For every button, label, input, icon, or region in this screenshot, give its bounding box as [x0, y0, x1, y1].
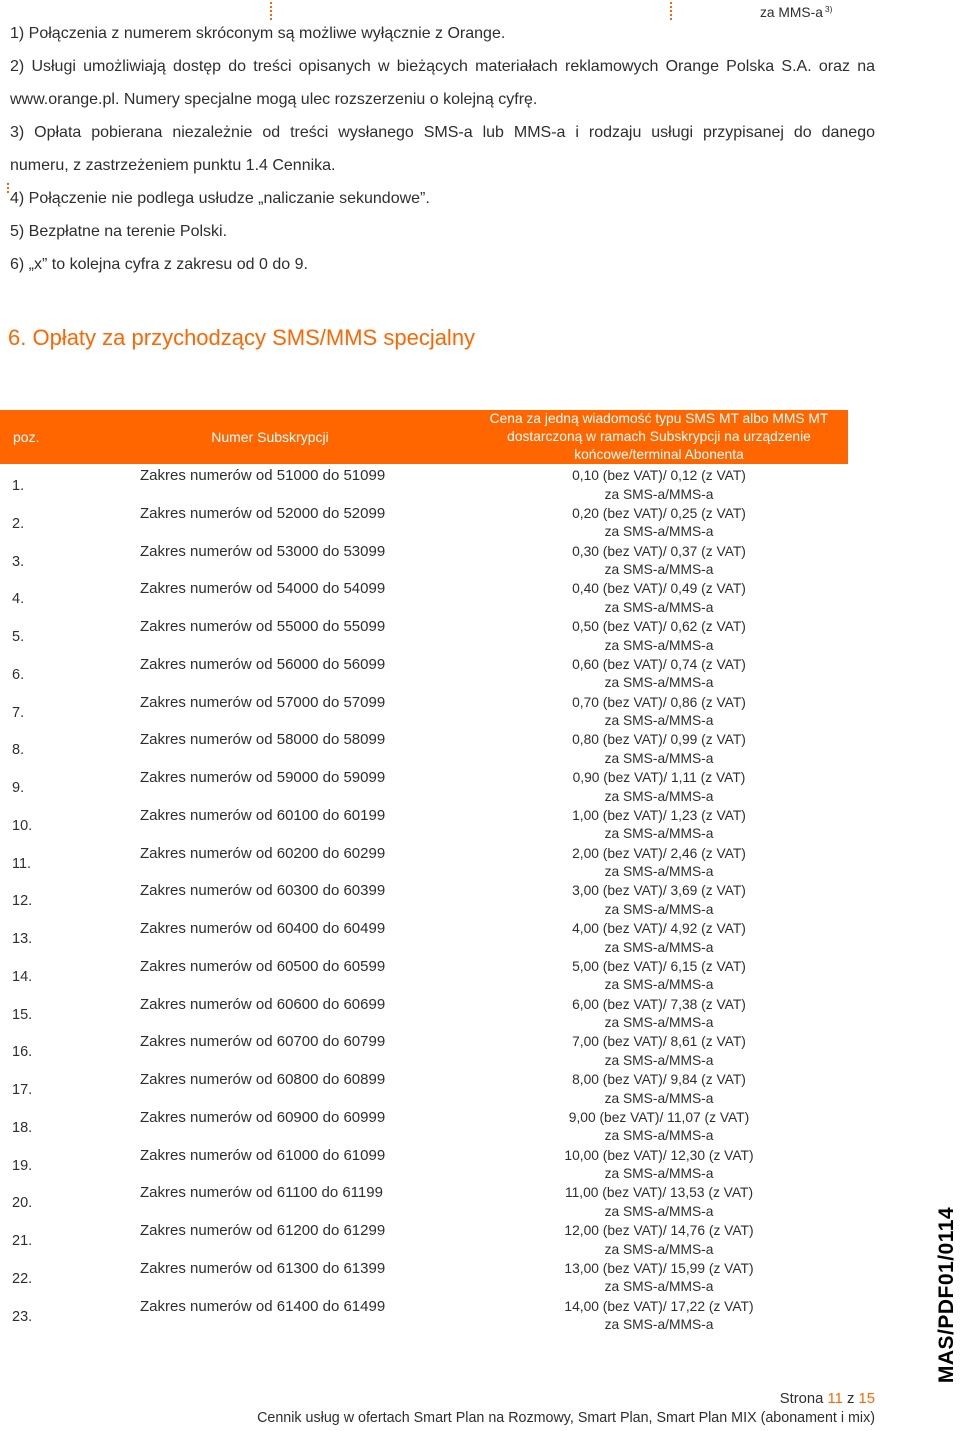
price-value: 12,00 (bez VAT)/ 14,76 (z VAT) — [564, 1223, 754, 1238]
number-range: Zakres numerów od 60300 do 60399 — [140, 882, 386, 900]
table-row — [0, 769, 848, 807]
table-row — [0, 1298, 848, 1336]
table-row — [0, 1260, 848, 1298]
table-row — [0, 467, 848, 505]
table-row — [0, 996, 848, 1034]
price-unit: za SMS-a/MMS-a — [604, 788, 714, 804]
price-value: 0,10 (bez VAT)/ 0,12 (z VAT) — [572, 468, 746, 483]
row-position: 22. — [12, 1270, 33, 1287]
document-title: Cennik usług w ofertach Smart Plan na Rozmowy, Smart Plan, Smart Plan MIX (abonament i mix) — [257, 1410, 875, 1426]
table-row — [0, 1222, 848, 1260]
row-position: 9. — [12, 780, 25, 796]
table-row — [0, 1033, 848, 1071]
total-pages: 15 — [858, 1391, 875, 1407]
number-range: Zakres numerów od 61000 do 61099 — [140, 1146, 386, 1164]
row-position: 6. — [12, 666, 25, 683]
row-position: 3. — [12, 553, 25, 570]
border-mark — [7, 183, 9, 193]
footnote-2-continued: www.orange.pl. Numery specjalne mogą ulec rozszerzeniu o kolejną cyfrę. — [10, 91, 538, 108]
row-position: 19. — [12, 1157, 33, 1174]
price-value: 13,00 (bez VAT)/ 15,99 (z VAT) — [564, 1260, 754, 1276]
price-unit: za SMS-a/MMS-a — [604, 713, 714, 728]
row-position: 1. — [12, 478, 25, 494]
table-row — [0, 1184, 848, 1222]
price-value: 14,00 (bez VAT)/ 17,22 (z VAT) — [564, 1298, 754, 1314]
header-price-line: końcowe/terminal Abonenta — [574, 447, 744, 462]
table-row — [0, 807, 848, 845]
row-position: 14. — [12, 968, 33, 985]
price-unit: za SMS-a/MMS-a — [604, 1279, 714, 1295]
fragment-text: za MMS-a — [760, 5, 823, 20]
price-unit: za SMS-a/MMS-a — [604, 637, 714, 653]
table-row — [0, 543, 848, 581]
current-page: 11 — [827, 1391, 843, 1407]
row-position: 4. — [12, 591, 25, 608]
number-range: Zakres numerów od 59000 do 59099 — [140, 769, 386, 786]
price-value: 11,00 (bez VAT)/ 13,53 (z VAT) — [564, 1185, 754, 1201]
header-position: poz. — [13, 429, 40, 445]
table-row — [0, 1147, 848, 1185]
row-position: 20. — [12, 1195, 33, 1212]
price-unit: za SMS-a/MMS-a — [604, 750, 714, 766]
footnote-4: 4) Połączenie nie podlega usłudze „naliczanie sekundowe”. — [10, 190, 430, 207]
number-range: Zakres numerów od 58000 do 58099 — [140, 731, 386, 749]
footnotes — [10, 17, 875, 281]
header-price-line: dostarczoną w ramach Subskrypcji na urządzenie — [507, 429, 811, 444]
table-row — [0, 882, 848, 920]
price-unit: za SMS-a/MMS-a — [604, 675, 714, 691]
price-value: 0,20 (bez VAT)/ 0,25 (z VAT) — [572, 505, 746, 521]
row-position: 10. — [12, 817, 33, 834]
price-value: 5,00 (bez VAT)/ 6,15 (z VAT) — [572, 958, 746, 974]
price-unit: za SMS-a/MMS-a — [604, 1128, 714, 1144]
number-range: Zakres numerów od 61400 do 61499 — [140, 1297, 386, 1315]
number-range: Zakres numerów od 55000 do 55099 — [140, 618, 386, 635]
table-row — [0, 920, 848, 958]
page-number — [0, 1390, 875, 1409]
price-value: 1,00 (bez VAT)/ 1,23 (z VAT) — [572, 807, 746, 823]
table-row — [0, 694, 848, 732]
header-price — [470, 410, 848, 464]
footnote-5: 5) Bezpłatne na terenie Polski. — [10, 223, 228, 240]
number-range: Zakres numerów od 60900 do 60999 — [140, 1108, 386, 1126]
price-value: 0,80 (bez VAT)/ 0,99 (z VAT) — [572, 732, 746, 748]
price-value: 0,70 (bez VAT)/ 0,86 (z VAT) — [572, 694, 746, 710]
row-position: 21. — [12, 1233, 33, 1249]
row-position: 12. — [12, 893, 33, 910]
price-value: 6,00 (bez VAT)/ 7,38 (z VAT) — [572, 996, 746, 1012]
price-unit: za SMS-a/MMS-a — [604, 864, 714, 879]
number-range: Zakres numerów od 61200 do 61299 — [140, 1222, 386, 1239]
price-unit: za SMS-a/MMS-a — [604, 1166, 714, 1181]
price-unit: za SMS-a/MMS-a — [604, 1052, 714, 1068]
number-range: Zakres numerów od 60600 do 60699 — [140, 995, 386, 1013]
price-unit: za SMS-a/MMS-a — [604, 1015, 714, 1030]
price-unit: za SMS-a/MMS-a — [604, 1203, 714, 1219]
price-value: 0,90 (bez VAT)/ 1,11 (z VAT) — [572, 770, 746, 785]
price-unit: za SMS-a/MMS-a — [604, 599, 714, 615]
price-value: 0,60 (bez VAT)/ 0,74 (z VAT) — [572, 656, 746, 672]
price-value: 4,00 (bez VAT)/ 4,92 (z VAT) — [572, 921, 746, 936]
row-position: 13. — [12, 931, 33, 947]
footnote-2: 2) Usługi umożliwiają dostęp do treści opisanych w bieżących materiałach reklamowych Orange Polska S.A. oraz na — [10, 58, 875, 75]
price-unit: za SMS-a/MMS-a — [604, 901, 714, 917]
number-range: Zakres numerów od 60100 do 60199 — [140, 806, 386, 824]
row-position: 18. — [12, 1119, 33, 1136]
table-row — [0, 1071, 848, 1109]
price-value: 8,00 (bez VAT)/ 9,84 (z VAT) — [572, 1072, 746, 1087]
row-position: 16. — [12, 1044, 33, 1061]
header-price-line: Cena za jedną wiadomość typu SMS MT albo MMS MT — [489, 411, 829, 426]
table-row — [0, 505, 848, 543]
price-value: 10,00 (bez VAT)/ 12,30 (z VAT) — [564, 1147, 754, 1163]
price-value: 2,00 (bez VAT)/ 2,46 (z VAT) — [572, 845, 746, 861]
price-value: 0,40 (bez VAT)/ 0,49 (z VAT) — [572, 581, 746, 597]
price-value: 0,50 (bez VAT)/ 0,62 (z VAT) — [572, 619, 746, 634]
row-position: 7. — [12, 704, 25, 721]
table-row — [0, 1109, 848, 1147]
document-code: MAS/PDF01/0114 — [935, 1206, 958, 1384]
number-range: Zakres numerów od 54000 do 54099 — [140, 580, 386, 598]
table-row — [0, 656, 848, 694]
row-position: 2. — [12, 515, 25, 532]
row-position: 15. — [12, 1006, 33, 1023]
price-unit: za SMS-a/MMS-a — [604, 1241, 714, 1257]
number-range: Zakres numerów od 60400 do 60499 — [140, 920, 386, 937]
price-value: 7,00 (bez VAT)/ 8,61 (z VAT) — [572, 1034, 746, 1050]
number-range: Zakres numerów od 56000 do 56099 — [140, 655, 386, 673]
price-unit: za SMS-a/MMS-a — [604, 939, 714, 955]
number-range: Zakres numerów od 57000 do 57099 — [140, 693, 386, 711]
number-range: Zakres numerów od 51000 do 51099 — [140, 467, 386, 484]
row-position: 23. — [12, 1308, 33, 1325]
section-heading: 6. Opłaty za przychodzący SMS/MMS specjalny — [8, 325, 476, 350]
fragment-footnote-ref: 3) — [824, 4, 833, 14]
price-unit: za SMS-a/MMS-a — [604, 1090, 714, 1106]
table-row — [0, 731, 848, 769]
price-unit: za SMS-a/MMS-a — [604, 977, 714, 993]
number-range: Zakres numerów od 60800 do 60899 — [140, 1071, 386, 1088]
price-value: 3,00 (bez VAT)/ 3,69 (z VAT) — [572, 883, 746, 899]
table-row — [0, 845, 848, 883]
price-unit: za SMS-a/MMS-a — [604, 1317, 714, 1332]
table-header — [0, 410, 848, 464]
row-position: 8. — [12, 742, 25, 759]
row-position: 17. — [12, 1082, 33, 1098]
price-unit: za SMS-a/MMS-a — [604, 486, 714, 502]
row-position: 11. — [12, 855, 32, 872]
price-unit: za SMS-a/MMS-a — [604, 524, 714, 540]
page-of-label: z — [847, 1391, 855, 1407]
footnote-3: 3) Opłata pobierana niezależnie od treści wysłanego SMS-a lub MMS-a i rodzaju usługi przypisanej do danego — [10, 124, 875, 141]
number-range: Zakres numerów od 52000 do 52099 — [140, 504, 386, 522]
number-range: Zakres numerów od 60500 do 60599 — [140, 957, 386, 975]
table-row — [0, 958, 848, 996]
footnote-6: 6) „x” to kolejna cyfra z zakresu od 0 do 9. — [10, 256, 308, 273]
number-range: Zakres numerów od 60200 do 60299 — [140, 844, 386, 862]
page-footer — [0, 1390, 875, 1428]
price-value: 9,00 (bez VAT)/ 11,07 (z VAT) — [568, 1109, 750, 1125]
header-subscription-number: Numer Subskrypcji — [211, 429, 329, 445]
table-row — [0, 618, 848, 656]
number-range: Zakres numerów od 61300 do 61399 — [140, 1259, 386, 1277]
price-value: 0,30 (bez VAT)/ 0,37 (z VAT) — [572, 543, 746, 559]
page-label: Strona — [779, 1391, 824, 1407]
table-row — [0, 580, 848, 618]
table-body — [0, 467, 848, 1336]
number-range: Zakres numerów od 61100 do 61199 — [140, 1184, 383, 1202]
price-unit: za SMS-a/MMS-a — [604, 826, 714, 842]
number-range: Zakres numerów od 53000 do 53099 — [140, 542, 386, 560]
number-range: Zakres numerów od 60700 do 60799 — [140, 1033, 386, 1051]
footnote-3-continued: numeru, z zastrzeżeniem punktu 1.4 Cennika. — [10, 157, 336, 174]
row-position: 5. — [12, 629, 25, 645]
footnote-1: 1) Połączenia z numerem skróconym są możliwe wyłącznie z Orange. — [10, 25, 506, 42]
price-unit: za SMS-a/MMS-a — [604, 562, 714, 577]
